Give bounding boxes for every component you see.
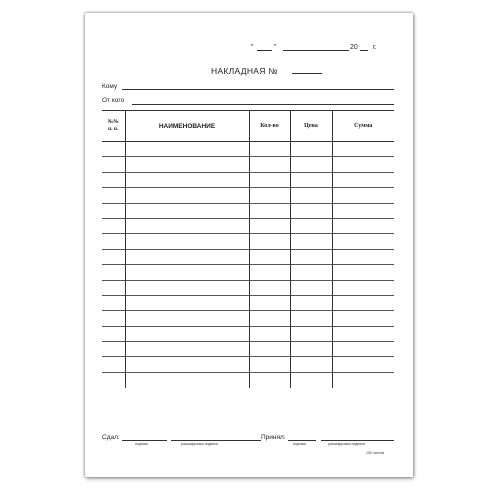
- cell-quantity: [249, 172, 290, 187]
- cell-price: [290, 357, 332, 372]
- cell-price: [290, 311, 332, 326]
- cell-name: [125, 203, 249, 218]
- cell-sum: [332, 203, 394, 218]
- accepted-decoding-caption: расшифровка подписи: [328, 442, 365, 446]
- date-day-line: [257, 50, 272, 51]
- cell-sum: [332, 311, 394, 326]
- cell-name: [125, 218, 249, 233]
- cell-sum: [332, 295, 394, 310]
- handed-decoding-line: [171, 440, 261, 441]
- cell-price: [290, 142, 332, 157]
- cell-price: [290, 342, 332, 357]
- cell-quantity: [249, 265, 290, 280]
- cell-price: [290, 218, 332, 233]
- to-label: Кому: [102, 83, 118, 90]
- cell-price: [290, 295, 332, 310]
- cell-quantity: [249, 311, 290, 326]
- table-body: [102, 142, 394, 388]
- cell-sum: [332, 249, 394, 264]
- table-row: [102, 357, 394, 372]
- cell-sum: [332, 265, 394, 280]
- cell-price: [290, 234, 332, 249]
- cell-name: [125, 234, 249, 249]
- accepted-decoding-line: [321, 440, 394, 441]
- column-header-quantity: Кол-во: [249, 111, 290, 142]
- cell-number: [102, 234, 125, 249]
- cell-quantity: [249, 157, 290, 172]
- accepted-signature-caption: подпись: [293, 442, 307, 446]
- table-row: [102, 342, 394, 357]
- cell-name: [125, 326, 249, 341]
- cell-name: [125, 372, 249, 387]
- cell-sum: [332, 280, 394, 295]
- from-line: [132, 104, 394, 105]
- table-row: [102, 188, 394, 203]
- column-header-sum: Сумма: [332, 111, 394, 142]
- cell-name: [125, 342, 249, 357]
- handed-signature-line: [122, 440, 167, 441]
- to-line: [122, 89, 394, 90]
- table-row: [102, 142, 394, 157]
- cell-number: [102, 249, 125, 264]
- from-label: От кого: [102, 97, 125, 104]
- items-table: [102, 110, 394, 388]
- table-row: [102, 172, 394, 187]
- handed-signature-caption: подпись: [135, 442, 149, 446]
- cell-number: [102, 311, 125, 326]
- accepted-signature-line: [288, 440, 316, 441]
- column-header-price: Цена: [290, 111, 332, 142]
- cell-price: [290, 265, 332, 280]
- table-row: [102, 295, 394, 310]
- table-row: [102, 311, 394, 326]
- cell-price: [290, 372, 332, 387]
- date-quote-open: ": [251, 44, 254, 51]
- cell-number: [102, 203, 125, 218]
- cell-name: [125, 249, 249, 264]
- cell-quantity: [249, 357, 290, 372]
- table-row: [102, 157, 394, 172]
- date-month-line: [283, 50, 349, 51]
- cell-quantity: [249, 142, 290, 157]
- handed-decoding-caption: расшифровка подписи: [181, 442, 218, 446]
- accepted-label: Принял:: [261, 434, 286, 441]
- cell-sum: [332, 357, 394, 372]
- cell-number: [102, 142, 125, 157]
- cell-quantity: [249, 342, 290, 357]
- table-row: [102, 203, 394, 218]
- cell-quantity: [249, 218, 290, 233]
- date-quote-close: ": [274, 44, 277, 51]
- cell-quantity: [249, 295, 290, 310]
- cell-quantity: [249, 203, 290, 218]
- table-row: [102, 265, 394, 280]
- table-row: [102, 234, 394, 249]
- cell-name: [125, 142, 249, 157]
- cell-quantity: [249, 234, 290, 249]
- cell-sum: [332, 218, 394, 233]
- column-header-name: НАИМЕНОВАНИЕ: [125, 111, 249, 142]
- column-header-number: №№ п. п.: [102, 111, 125, 142]
- cell-name: [125, 188, 249, 203]
- cell-name: [125, 357, 249, 372]
- table-row: [102, 280, 394, 295]
- cell-name: [125, 172, 249, 187]
- cell-sum: [332, 172, 394, 187]
- handed-label: Сдал:: [102, 434, 120, 441]
- year-suffix: г.: [373, 44, 377, 51]
- cell-quantity: [249, 372, 290, 387]
- cell-price: [290, 326, 332, 341]
- cell-sum: [332, 142, 394, 157]
- table-row: [102, 218, 394, 233]
- cell-name: [125, 265, 249, 280]
- cell-price: [290, 188, 332, 203]
- cell-number: [102, 265, 125, 280]
- cell-number: [102, 172, 125, 187]
- year-prefix: 20: [350, 44, 358, 51]
- sheets-note: 100 листов: [366, 451, 384, 455]
- cell-sum: [332, 188, 394, 203]
- cell-price: [290, 249, 332, 264]
- cell-quantity: [249, 249, 290, 264]
- invoice-sheet: [85, 13, 413, 477]
- cell-price: [290, 203, 332, 218]
- table-row: [102, 249, 394, 264]
- cell-sum: [332, 342, 394, 357]
- table-header-row: [102, 111, 394, 142]
- table-row: [102, 326, 394, 341]
- cell-number: [102, 372, 125, 387]
- cell-number: [102, 295, 125, 310]
- year-line: [360, 50, 368, 51]
- cell-quantity: [249, 326, 290, 341]
- cell-number: [102, 342, 125, 357]
- cell-number: [102, 157, 125, 172]
- cell-price: [290, 280, 332, 295]
- cell-quantity: [249, 188, 290, 203]
- invoice-number-line: [292, 73, 322, 74]
- cell-price: [290, 157, 332, 172]
- cell-price: [290, 172, 332, 187]
- cell-name: [125, 311, 249, 326]
- form-title: НАКЛАДНАЯ №: [211, 66, 278, 76]
- table-row: [102, 372, 394, 387]
- cell-number: [102, 280, 125, 295]
- cell-name: [125, 280, 249, 295]
- cell-name: [125, 295, 249, 310]
- cell-sum: [332, 234, 394, 249]
- cell-sum: [332, 372, 394, 387]
- cell-name: [125, 157, 249, 172]
- cell-number: [102, 218, 125, 233]
- cell-number: [102, 357, 125, 372]
- cell-sum: [332, 157, 394, 172]
- cell-quantity: [249, 280, 290, 295]
- cell-sum: [332, 326, 394, 341]
- cell-number: [102, 326, 125, 341]
- cell-number: [102, 188, 125, 203]
